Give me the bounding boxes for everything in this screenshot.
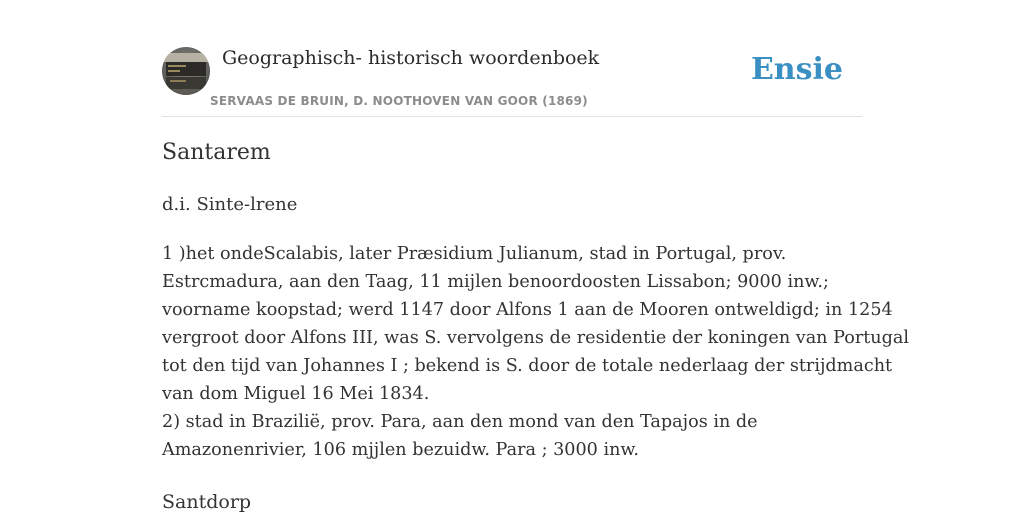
book-title[interactable]: Geographisch- historisch woordenboek [222,47,600,69]
entry-body-line: van dom Miguel 16 Mei 1834. [162,384,430,404]
entry-body [162,240,910,464]
entry-body-line: Estrcmadura, aan den Taag, 11 mijlen benoordoosten Lissabon; 9000 inw.; [162,272,829,292]
next-entry-title[interactable]: Santdorp [162,491,252,512]
entry-body-line: Amazonenrivier, 106 mjjlen bezuidw. Para ; 3000 inw. [162,440,639,460]
book-authors: SERVAAS DE BRUIN, D. NOOTHOVEN VAN GOOR (1869) [210,94,588,108]
book-header [162,46,862,117]
ensie-logo-link[interactable]: Ensie [750,52,843,87]
entry-body-line: 2) stad in Brazilië, prov. Para, aan den mond van den Tapajos in de [162,412,758,432]
entry-subtitle: d.i. Sinte-lrene [162,194,298,215]
entry-body-line: voorname koopstad; werd 1147 door Alfons 1 aan de Mooren ontweldigd; in 1254 [162,300,893,320]
entry-body-line: tot den tijd van Johannes I ; bekend is S. door de totale nederlaag der strijdmacht [162,356,893,376]
page-container [162,0,910,512]
entry-title: Santarem [162,140,271,165]
entry-body-line: vergroot door Alfons III, was S. vervolgens de residentie der koningen van Portugal [162,328,910,348]
book-cover-icon[interactable] [162,47,210,95]
entry-body-line: 1 )het ondeScalabis, later Præsidium Julianum, stad in Portugal, prov. [162,244,787,264]
